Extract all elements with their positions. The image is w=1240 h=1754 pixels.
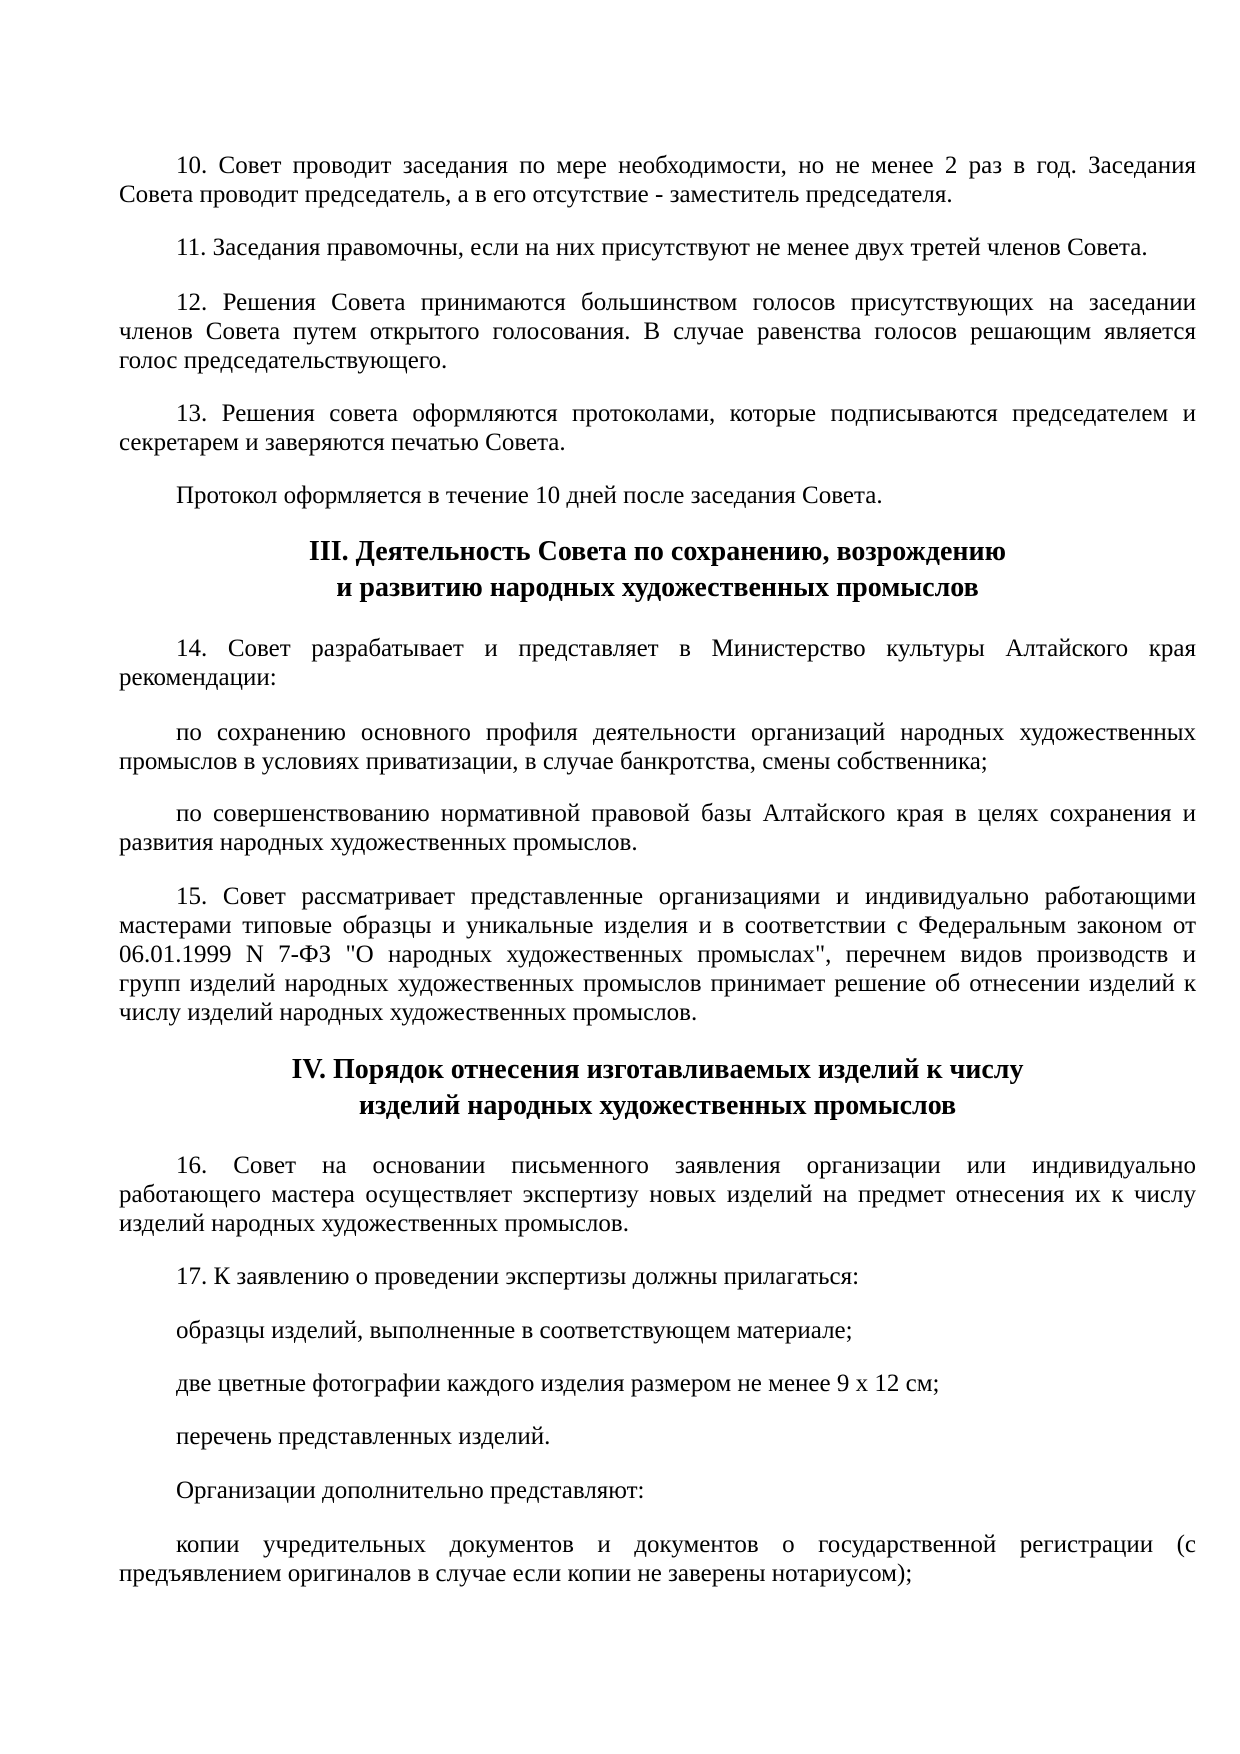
paragraph — [119, 399, 1196, 457]
text-line: рекомендации: — [119, 664, 277, 691]
text-line: голос председательствующего. — [119, 347, 448, 374]
text-line: две цветные фотографии каждого изделия размером не менее 9 х 12 см; — [176, 1370, 940, 1397]
text-line: 17. К заявлению о проведении экспертизы должны прилагаться: — [176, 1263, 860, 1290]
text-line: образцы изделий, выполненные в соответствующем материале; — [176, 1317, 853, 1344]
text-line: 06.01.1999 N 7-ФЗ "О народных художественных промыслах", перечнем видов производств и — [119, 941, 1196, 968]
paragraph — [119, 799, 1196, 857]
text-line: предъявлением оригиналов в случае если копии не заверены нотариусом); — [119, 1560, 913, 1587]
text-line: Организации дополнительно представляют: — [176, 1477, 645, 1504]
text-line: 11. Заседания правомочны, если на них присутствуют не менее двух третей членов Совета. — [176, 234, 1148, 261]
text-line: Совета проводит председатель, а в его отсутствие - заместитель председателя. — [119, 181, 953, 208]
text-line: 12. Решения Совета принимаются большинством голосов присутствующих на заседании — [176, 289, 1196, 316]
heading-line: III. Деятельность Совета по сохранению, возрождению — [308, 536, 1007, 567]
heading-line: IV. Порядок отнесения изготавливаемых изделий к числу — [291, 1054, 1024, 1085]
paragraph — [119, 481, 1196, 510]
text-line: 16. Совет на основании письменного заявления организации или индивидуально — [176, 1152, 1196, 1179]
paragraph — [119, 1422, 1196, 1451]
text-line: 13. Решения совета оформляются протоколами, которые подписываются председателем и — [176, 400, 1196, 427]
paragraph — [119, 1151, 1196, 1238]
paragraph — [119, 233, 1196, 262]
paragraph — [119, 634, 1196, 692]
heading-line: и развитию народных художественных промыслов — [336, 572, 979, 603]
text-line: членов Совета путем открытого голосования. В случае равенства голосов решающим является — [119, 318, 1196, 345]
paragraph — [119, 151, 1196, 209]
text-line: по сохранению основного профиля деятельности организаций народных художественных — [176, 719, 1196, 746]
text-line: 15. Совет рассматривает представленные организациями и индивидуально работающими — [176, 883, 1196, 910]
section-heading — [119, 1052, 1196, 1124]
text-line: перечень представленных изделий. — [176, 1423, 551, 1450]
paragraph — [119, 882, 1196, 1027]
text-line: мастерами типовые образцы и уникальные изделия и в соответствии с Федеральным законом от — [119, 912, 1196, 939]
text-line: числу изделий народных художественных промыслов. — [119, 999, 698, 1026]
text-line: 14. Совет разрабатывает и представляет в Министерство культуры Алтайского края — [176, 635, 1196, 662]
paragraph — [119, 1316, 1196, 1345]
text-line: изделий народных художественных промыслов. — [119, 1210, 629, 1237]
text-line: секретарем и заверяются печатью Совета. — [119, 429, 566, 456]
text-line: копии учредительных документов и документов о государственной регистрации (с — [176, 1531, 1196, 1558]
paragraph — [119, 1262, 1196, 1291]
paragraph — [119, 288, 1196, 375]
section-heading — [119, 534, 1196, 606]
text-line: по совершенствованию нормативной правовой базы Алтайского края в целях сохранения и — [176, 800, 1196, 827]
paragraph — [119, 1476, 1196, 1505]
text-line: развития народных художественных промыслов. — [119, 829, 638, 856]
text-line: групп изделий народных художественных промыслов принимает решение об отнесении изделий к — [119, 970, 1196, 997]
text-line: 10. Совет проводит заседания по мере необходимости, но не менее 2 раз в год. Заседания — [176, 152, 1196, 179]
heading-line: изделий народных художественных промыслов — [358, 1090, 957, 1121]
text-line: Протокол оформляется в течение 10 дней после заседания Совета. — [176, 482, 883, 509]
paragraph — [119, 1369, 1196, 1398]
paragraph — [119, 1530, 1196, 1588]
paragraph — [119, 718, 1196, 776]
text-line: работающего мастера осуществляет экспертизу новых изделий на предмет отнесения их к числу — [119, 1181, 1196, 1208]
text-line: промыслов в условиях приватизации, в случае банкротства, смены собственника; — [119, 748, 988, 775]
